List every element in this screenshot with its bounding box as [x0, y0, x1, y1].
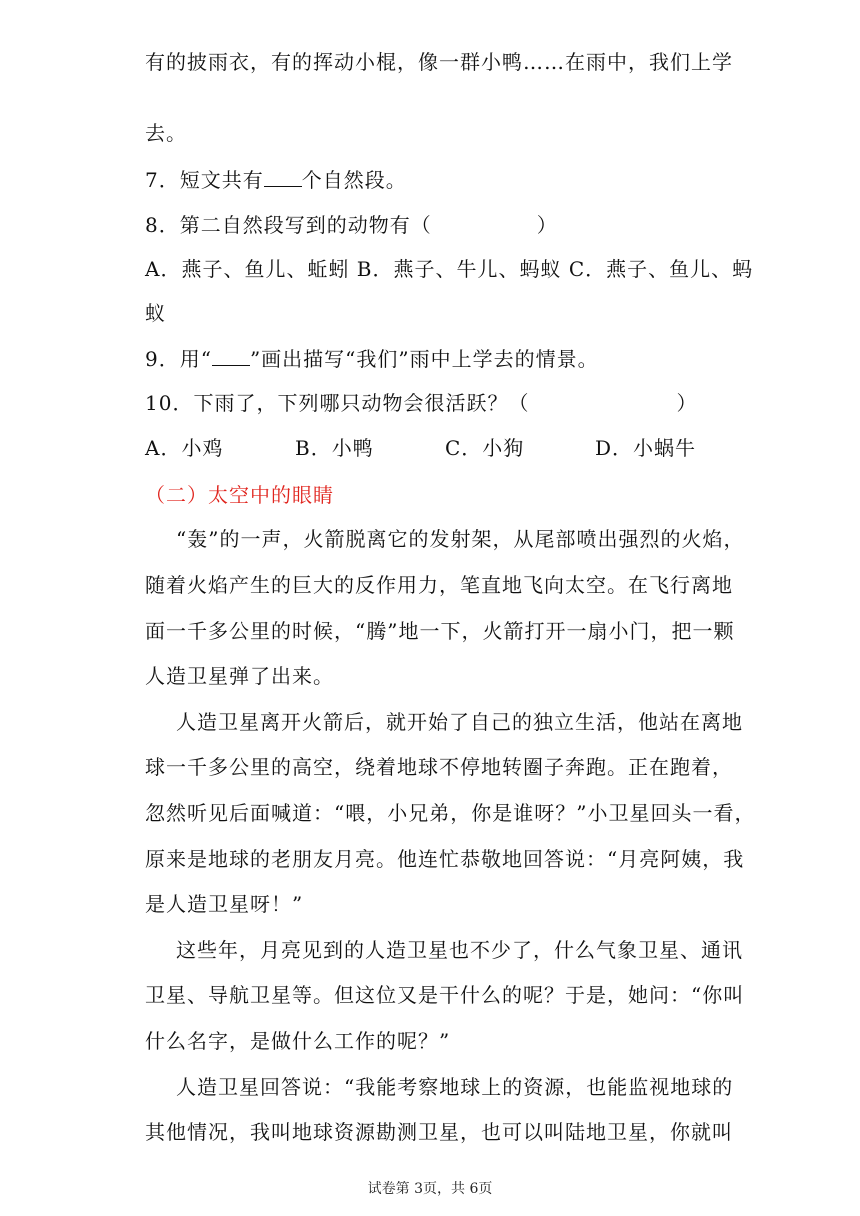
- question-9: [145, 345, 725, 373]
- question-7-text-before: 7．短文共有: [145, 168, 264, 192]
- section-heading: （二）太空中的眼睛: [145, 483, 334, 507]
- question-9-text-before: 9．用“: [145, 347, 212, 371]
- passage-line: 人造卫星弹了出来。: [145, 664, 334, 688]
- passage-line: 忽然听见后面喊道：“喂，小兄弟，你是谁呀？”小卫星回头一看，: [145, 801, 756, 825]
- answer-blank: [264, 168, 302, 187]
- passage-line: 原来是地球的老朋友月亮。他连忙恭敬地回答说：“月亮阿姨，我: [145, 847, 745, 871]
- passage-line: 什么名字，是做什么工作的呢？”: [145, 1029, 451, 1053]
- question-8-options-wrap: 蚁: [145, 301, 166, 325]
- option-a: A．小鸡: [145, 436, 224, 460]
- underline-marker: [212, 347, 250, 366]
- passage-line: 其他情况，我叫地球资源勘测卫星，也可以叫陆地卫星，你就叫: [145, 1120, 733, 1144]
- passage-line: 球一千多公里的高空，绕着地球不停地转圈子奔跑。正在跑着，: [145, 755, 733, 779]
- option-c: C．小狗: [445, 436, 525, 460]
- option-d: D．小蜗牛: [595, 436, 697, 460]
- question-8: 8．第二自然段写到的动物有（ ）: [145, 213, 558, 237]
- passage-line: 卫星、导航卫星等。但这位又是干什么的呢？于是，她问：“你叫: [145, 983, 745, 1007]
- passage-line: 随着火焰产生的巨大的反作用力，笔直地飞向太空。在飞行离地: [145, 573, 733, 597]
- question-7: [145, 166, 725, 194]
- question-8-options: A．燕子、鱼儿、蚯蚓 B．燕子、牛儿、蚂蚁 C．燕子、鱼儿、蚂: [145, 257, 754, 281]
- passage-line: 人造卫星回答说：“我能考察地球上的资源，也能监视地球的: [176, 1075, 734, 1099]
- passage-line: 有的披雨衣，有的挥动小棍，像一群小鸭……在雨中，我们上学: [145, 50, 733, 74]
- passage-line: 面一千多公里的时候，“腾”地一下，火箭打开一扇小门，把一颗: [145, 619, 735, 643]
- passage-line: 是人造卫星呀！”: [145, 892, 304, 916]
- passage-line: 人造卫星离开火箭后，就开始了自己的独立生活，他站在离地: [176, 710, 743, 734]
- question-9-text-after: ”画出描写“我们”雨中上学去的情景。: [249, 347, 599, 371]
- question-10: 10．下雨了，下列哪只动物会很活跃？（ ）: [145, 391, 698, 415]
- question-7-text-after: 个自然段。: [301, 168, 407, 192]
- passage-line: “轰”的一声，火箭脱离它的发射架，从尾部喷出强烈的火焰，: [176, 527, 745, 551]
- option-b: B．小鸭: [295, 436, 374, 460]
- page-footer: 试卷第 3页，共 6页: [367, 1181, 493, 1197]
- passage-line: 去。: [145, 121, 187, 145]
- passage-line: 这些年，月亮见到的人造卫星也不少了，什么气象卫星、通讯: [176, 938, 743, 962]
